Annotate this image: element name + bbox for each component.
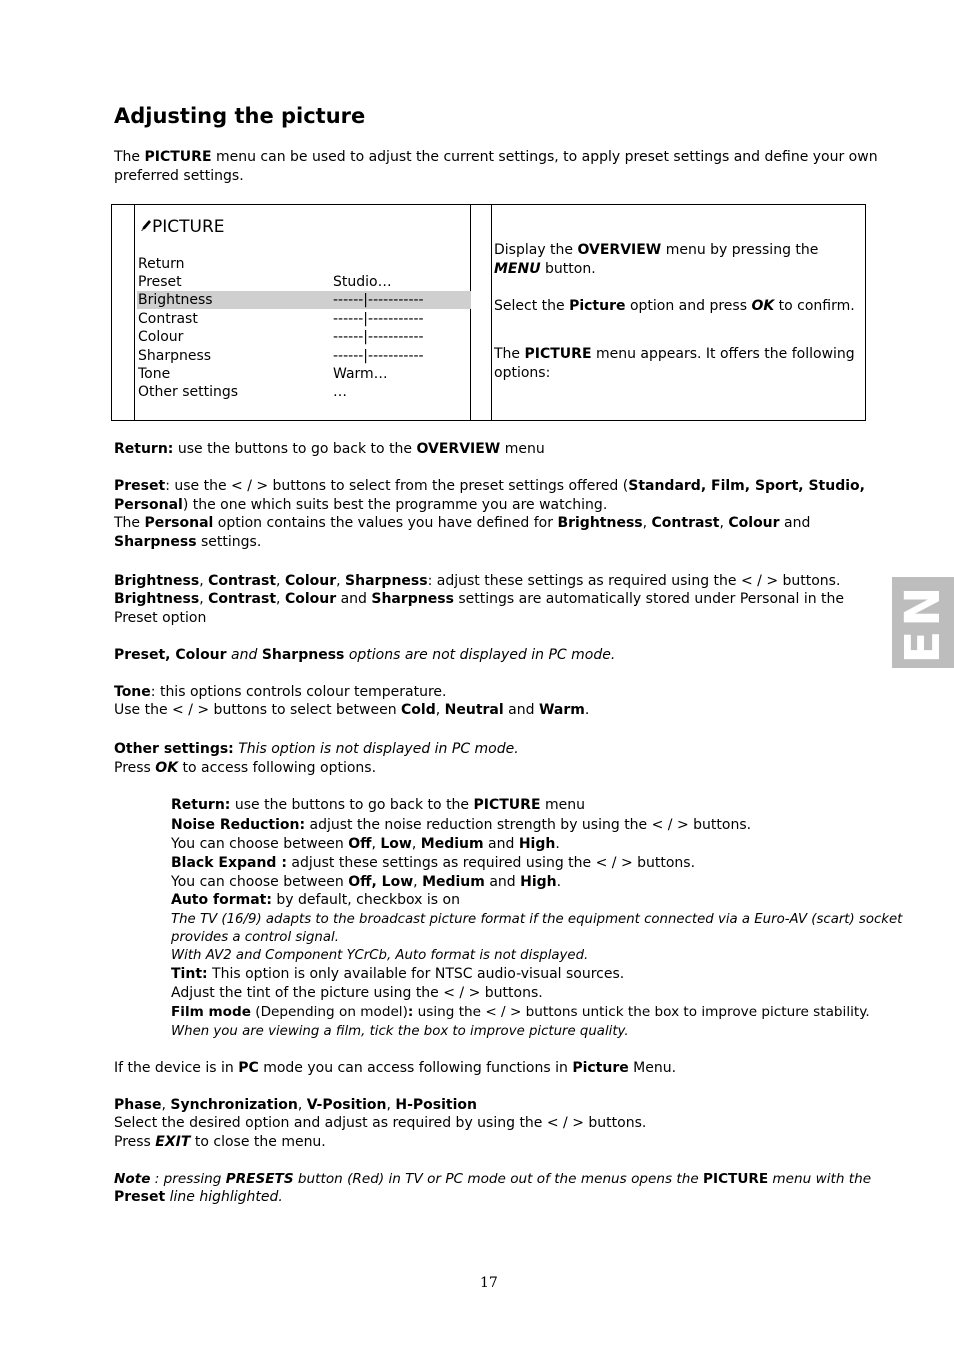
menu-item-slider: ------|-----------	[333, 311, 424, 327]
menu-item-preset[interactable]	[137, 273, 471, 291]
auto-format-note-3: With AV2 and Component YCrCb, Auto format is not displayed.	[171, 948, 589, 963]
pc-intro: If the device is in PC mode you can access following functions in Picture Menu.	[114, 1060, 677, 1076]
sub-tint-adjust: Adjust the tint of the picture using the < / > buttons.	[171, 985, 543, 1001]
menu-item-slider: ------|-----------	[333, 292, 424, 308]
sub-black-options: You can choose between Off, Low, Medium and High.	[171, 874, 562, 890]
return-desc: Return: use the buttons to go back to the OVERVIEW menu	[114, 441, 545, 457]
sub-film-mode: Film mode (Depending on model): using the < / > buttons untick the box to improve picture stability.	[171, 1004, 870, 1020]
figure-divider	[491, 205, 492, 420]
menu-item-slider: ------|-----------	[333, 329, 424, 345]
language-tab-label: EN	[895, 582, 951, 663]
preset-desc-2: Personal) the one which suits best the programme you are watching.	[114, 497, 608, 513]
intro-line-1	[114, 148, 878, 167]
note-line-1: Note : pressing PRESETS button (Red) in TV or PC mode out of the menus opens the PICTURE menu with the	[114, 1171, 872, 1187]
menu-item-return[interactable]	[137, 255, 471, 273]
page-title: Adjusting the picture	[114, 104, 366, 128]
sub-auto-format: Auto format: by default, checkbox is on	[171, 892, 460, 908]
menu-item-label: Preset	[138, 274, 182, 290]
step-1: Display the OVERVIEW menu by pressing the MENU button.	[494, 242, 819, 277]
menu-item-other-settings[interactable]	[137, 383, 471, 401]
other-settings-desc-1: Other settings: This option is not displayed in PC mode.	[114, 741, 519, 757]
auto-format-note-2: provides a control signal.	[171, 930, 339, 945]
pencil-icon	[140, 217, 152, 237]
personal-desc-1: The Personal option contains the values you have defined for Brightness, Contrast, Colour and	[114, 515, 811, 531]
pc-mode-note: Preset, Colour and Sharpness options are not displayed in PC mode.	[114, 647, 616, 663]
sub-black-expand: Black Expand : adjust these settings as required using the < / > buttons.	[171, 855, 696, 871]
sub-tint: Tint: This option is only available for NTSC audio-visual sources.	[171, 966, 625, 982]
preset-desc-1: Preset: use the < / > buttons to select from the preset settings offered (Standard, Film, Sport, Studio,	[114, 478, 865, 494]
pc-functions-heading: Phase, Synchronization, V-Position, H-Position	[114, 1097, 477, 1113]
menu-item-contrast[interactable]	[137, 310, 471, 328]
intro-text: menu can be used to adjust the current settings, to apply preset settings and define your own	[211, 149, 878, 165]
pc-select-desc: Select the desired option and adjust as required by using the < / > buttons.	[114, 1115, 647, 1131]
other-settings-desc-2: Press OK to access following options.	[114, 760, 377, 776]
menu-title-text: PICTURE	[152, 217, 225, 237]
auto-format-note-1: The TV (16/9) adapts to the broadcast picture format if the equipment connected via a Euro-AV (scart) socket	[171, 912, 903, 927]
tone-desc-2: Use the < / > buttons to select between Cold, Neutral and Warm.	[114, 702, 590, 718]
note-line-2: Preset line highlighted.	[114, 1189, 283, 1205]
menu-item-label: Return	[138, 256, 185, 272]
menu-item-tone[interactable]	[137, 365, 471, 383]
menu-item-label: Brightness	[138, 292, 213, 308]
menu-item-label: Colour	[138, 329, 184, 345]
tone-desc-1: Tone: this options controls colour temperature.	[114, 684, 447, 700]
menu-item-brightness[interactable]	[137, 291, 471, 309]
personal-desc-2: Sharpness settings.	[114, 534, 262, 550]
menu-item-label: Other settings	[138, 384, 239, 400]
brightness-desc-2: Brightness, Contrast, Colour and Sharpness settings are automatically stored under Personal in the	[114, 591, 845, 607]
intro-picture: PICTURE	[144, 149, 212, 165]
film-mode-note: When you are viewing a film, tick the box to improve picture quality.	[171, 1024, 629, 1039]
page-number: 17	[480, 1275, 498, 1291]
menu-title	[140, 217, 225, 237]
sub-return: Return: use the buttons to go back to the PICTURE menu	[171, 797, 585, 813]
sub-noise-reduction: Noise Reduction: adjust the noise reduction strength by using the < / > buttons.	[171, 817, 752, 833]
brightness-desc-3: Preset option	[114, 610, 207, 626]
pc-exit-desc: Press EXIT to close the menu.	[114, 1134, 326, 1150]
menu-item-value: Warm…	[333, 366, 388, 382]
menu-item-label: Tone	[138, 366, 171, 382]
step-3: The PICTURE menu appears. It offers the following options:	[494, 346, 855, 381]
intro-text: The	[114, 149, 145, 165]
intro-line-2: preferred settings.	[114, 168, 244, 184]
menu-item-slider: ------|-----------	[333, 348, 424, 364]
menu-item-sharpness[interactable]	[137, 347, 471, 365]
menu-item-label: Contrast	[138, 311, 198, 327]
sub-noise-options: You can choose between Off, Low, Medium and High.	[171, 836, 560, 852]
arrow-buttons-glyph: < / >	[231, 478, 269, 494]
menu-item-colour[interactable]	[137, 328, 471, 346]
language-tab	[892, 577, 954, 668]
menu-item-value: …	[333, 384, 347, 400]
menu-item-value: Studio…	[333, 274, 392, 290]
brightness-desc-1: Brightness, Contrast, Colour, Sharpness: adjust these settings as required using the < / > buttons.	[114, 573, 841, 589]
menu-item-label: Sharpness	[138, 348, 212, 364]
step-2: Select the Picture option and press OK to confirm.	[494, 298, 855, 314]
